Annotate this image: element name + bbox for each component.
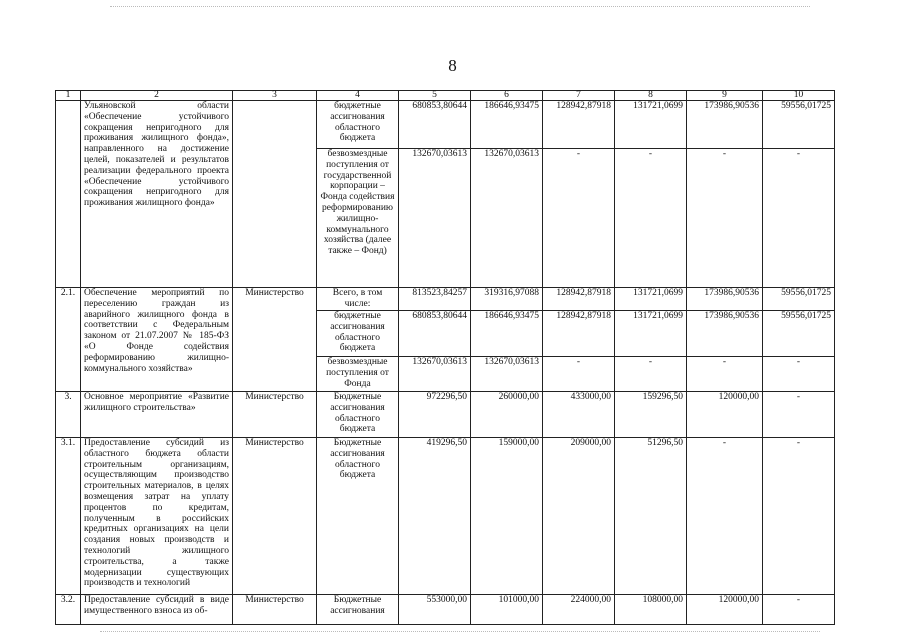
value-cell: -	[543, 357, 615, 392]
executor	[233, 101, 317, 288]
table-row	[56, 438, 835, 595]
row-number	[56, 101, 81, 288]
col-header: 6	[471, 91, 543, 101]
value-cell: 260000,00	[471, 392, 543, 438]
value-cell: 972296,50	[399, 392, 471, 438]
value-cell: 319316,97088	[471, 288, 543, 311]
funding-source: Бюджетные ассигнования областного бюджета	[317, 392, 399, 438]
value-cell: 419296,50	[399, 438, 471, 595]
col-header: 7	[543, 91, 615, 101]
funding-source: безвозмездные поступления от Фонда	[317, 357, 399, 392]
value-cell: -	[543, 149, 615, 288]
value-cell: 680853,80644	[399, 311, 471, 357]
value-cell: -	[687, 438, 763, 595]
value-cell: -	[687, 357, 763, 392]
value-cell: 108000,00	[615, 595, 687, 625]
value-cell: 120000,00	[687, 392, 763, 438]
page-number: 8	[448, 56, 457, 75]
value-cell: 186646,93475	[471, 311, 543, 357]
value-cell: 209000,00	[543, 438, 615, 595]
value-cell: 813523,84257	[399, 288, 471, 311]
value-cell: -	[763, 595, 835, 625]
value-cell: 128942,87918	[543, 288, 615, 311]
measure-name: Основное мероприятие «Развитие жилищного строительства»	[81, 392, 233, 438]
value-cell: 131721,0699	[615, 288, 687, 311]
value-cell: 132670,03613	[471, 149, 543, 288]
measure-name: Предоставление субсидий в виде имущественного взноса из об-	[81, 595, 233, 625]
value-cell: 51296,50	[615, 438, 687, 595]
value-cell: -	[763, 438, 835, 595]
table-row	[56, 101, 835, 149]
executor: Министерство	[233, 392, 317, 438]
col-header: 4	[317, 91, 399, 101]
col-header: 3	[233, 91, 317, 101]
measure-name: Ульяновской области «Обеспечение устойчивого сокращения непригодного для проживания жилищного фонда», направленного на достижение целей, показателей и результатов реализации федерального проекта «Обеспечение устойчивого сокращения непригодного для проживания жилищного фонда»	[81, 101, 233, 288]
funding-source: безвозмездные поступления от государственной корпорации – Фонда содействия реформированию жилищно-коммунального хозяйства (далее также – Фонд)	[317, 149, 399, 288]
funding-source: бюджетные ассигнования областного бюджета	[317, 311, 399, 357]
value-cell: 132670,03613	[471, 357, 543, 392]
value-cell: 186646,93475	[471, 101, 543, 149]
row-number: 3.2.	[56, 595, 81, 625]
measure-name: Предоставление субсидий из областного бюджета области строительным организациям, осуществляющим производство строительных материалов, в целях возмещения затрат на уплату процентов по кредитам, полученным в российских кредитных организациях на цели создания новых производств и технологий жилищного строительства, а также модернизации существующих производств и технологий	[81, 438, 233, 595]
col-header: 5	[399, 91, 471, 101]
value-cell: 159296,50	[615, 392, 687, 438]
value-cell: -	[615, 149, 687, 288]
funding-source: бюджетные ассигнования областного бюджета	[317, 101, 399, 149]
measure-name: Обеспечение мероприятий по переселению граждан из аварийного жилищного фонда в соответствии с Федеральным законом от 21.07.2007 № 185-ФЗ «О Фонде содействия реформированию жилищно-коммунального хозяйства»	[81, 288, 233, 392]
value-cell: 128942,87918	[543, 101, 615, 149]
value-cell: -	[763, 149, 835, 288]
table-row	[56, 595, 835, 625]
value-cell: -	[687, 149, 763, 288]
value-cell: 59556,01725	[763, 101, 835, 149]
table-row	[56, 288, 835, 311]
value-cell: 59556,01725	[763, 288, 835, 311]
row-number: 2.1.	[56, 288, 81, 392]
executor: Министерство	[233, 595, 317, 625]
value-cell: 59556,01725	[763, 311, 835, 357]
col-header: 2	[81, 91, 233, 101]
value-cell: -	[763, 357, 835, 392]
value-cell: 553000,00	[399, 595, 471, 625]
executor: Министерство	[233, 288, 317, 392]
value-cell: 131721,0699	[615, 311, 687, 357]
table-row	[56, 392, 835, 438]
col-header: 9	[687, 91, 763, 101]
value-cell: 173986,90536	[687, 288, 763, 311]
row-number: 3.1.	[56, 438, 81, 595]
executor: Министерство	[233, 438, 317, 595]
value-cell: 132670,03613	[399, 149, 471, 288]
funding-source: Бюджетные ассигнования	[317, 595, 399, 625]
value-cell: 680853,80644	[399, 101, 471, 149]
col-header: 10	[763, 91, 835, 101]
value-cell: 101000,00	[471, 595, 543, 625]
value-cell: -	[763, 392, 835, 438]
value-cell: 173986,90536	[687, 101, 763, 149]
col-header: 8	[615, 91, 687, 101]
scan-noise-bottom	[100, 631, 820, 633]
scan-noise-top	[110, 6, 810, 8]
row-number: 3.	[56, 392, 81, 438]
value-cell: 131721,0699	[615, 101, 687, 149]
value-cell: -	[615, 357, 687, 392]
value-cell: 128942,87918	[543, 311, 615, 357]
value-cell: 433000,00	[543, 392, 615, 438]
value-cell: 173986,90536	[687, 311, 763, 357]
funding-source: Всего, в том числе:	[317, 288, 399, 311]
value-cell: 132670,03613	[399, 357, 471, 392]
value-cell: 159000,00	[471, 438, 543, 595]
funding-source: Бюджетные ассигнования областного бюджета	[317, 438, 399, 595]
budget-table	[55, 90, 835, 625]
header-row	[56, 91, 835, 101]
value-cell: 224000,00	[543, 595, 615, 625]
col-header: 1	[56, 91, 81, 101]
value-cell: 120000,00	[687, 595, 763, 625]
